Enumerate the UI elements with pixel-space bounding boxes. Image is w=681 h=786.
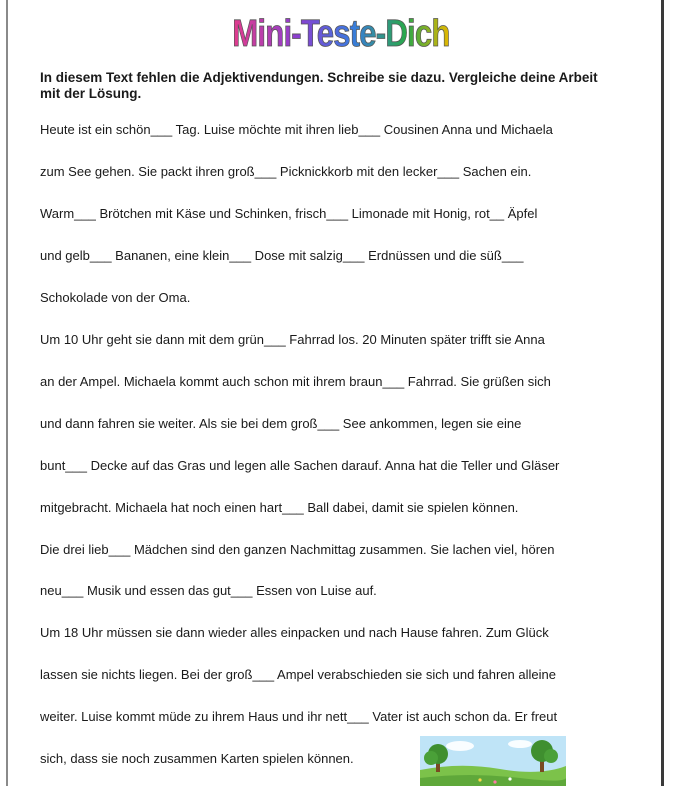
text-line: Warm___ Brötchen mit Käse und Schinken, frisch___ Limonade mit Honig, rot__ Äpfel [40, 206, 538, 221]
text-line: bunt___ Decke auf das Gras und legen alle Sachen darauf. Anna hat die Teller und Gläser [40, 458, 560, 473]
text-line: an der Ampel. Michaela kommt auch schon mit ihrem braun___ Fahrrad. Sie grüßen sich [40, 374, 551, 389]
text-line: und gelb___ Bananen, eine klein___ Dose mit salzig___ Erdnüssen und die süß___ [40, 248, 524, 263]
worksheet-title [61, 10, 619, 63]
text-line: neu___ Musik und essen das gut___ Essen von Luise auf. [40, 583, 377, 598]
text-line: Heute ist ein schön___ Tag. Luise möchte mit ihren lieb___ Cousinen Anna und Michaela [40, 122, 553, 137]
title-text: Mini-Teste-Dich [231, 13, 450, 55]
page-border-right [661, 0, 664, 786]
instruction-text: In diesem Text fehlen die Adjektivendungen. Schreibe sie dazu. Vergleiche deine Arbeit mit der Lösung. [40, 70, 598, 101]
text-line: zum See gehen. Sie packt ihren groß___ Picknickkorb mit den lecker___ Sachen ein. [40, 164, 532, 179]
text-line: sich, dass sie noch zusammen Karten spielen können. [40, 751, 354, 766]
text-line: Die drei lieb___ Mädchen sind den ganzen Nachmittag zusammen. Sie lachen viel, hören [40, 542, 555, 557]
page-border-left [6, 0, 8, 786]
text-line: mitgebracht. Michaela hat noch einen hart___ Ball dabei, damit sie spielen können. [40, 500, 519, 515]
text-line: Um 10 Uhr geht sie dann mit dem grün___ Fahrrad los. 20 Minuten später trifft sie Anna [40, 332, 545, 347]
text-line: weiter. Luise kommt müde zu ihrem Haus und ihr nett___ Vater ist auch schon da. Er freut [40, 709, 558, 724]
park-landscape-icon [420, 736, 566, 786]
text-line: lassen sie nichts liegen. Bei der groß___ Ampel verabschieden sie sich und fahren alleine [40, 667, 556, 682]
title-wordart [231, 10, 450, 55]
text-line: Um 18 Uhr müssen sie dann wieder alles einpacken und nach Hause fahren. Zum Glück [40, 625, 549, 640]
text-line: und dann fahren sie weiter. Als sie bei dem groß___ See ankommen, legen sie eine [40, 416, 522, 431]
text-line: Schokolade von der Oma. [40, 290, 191, 305]
